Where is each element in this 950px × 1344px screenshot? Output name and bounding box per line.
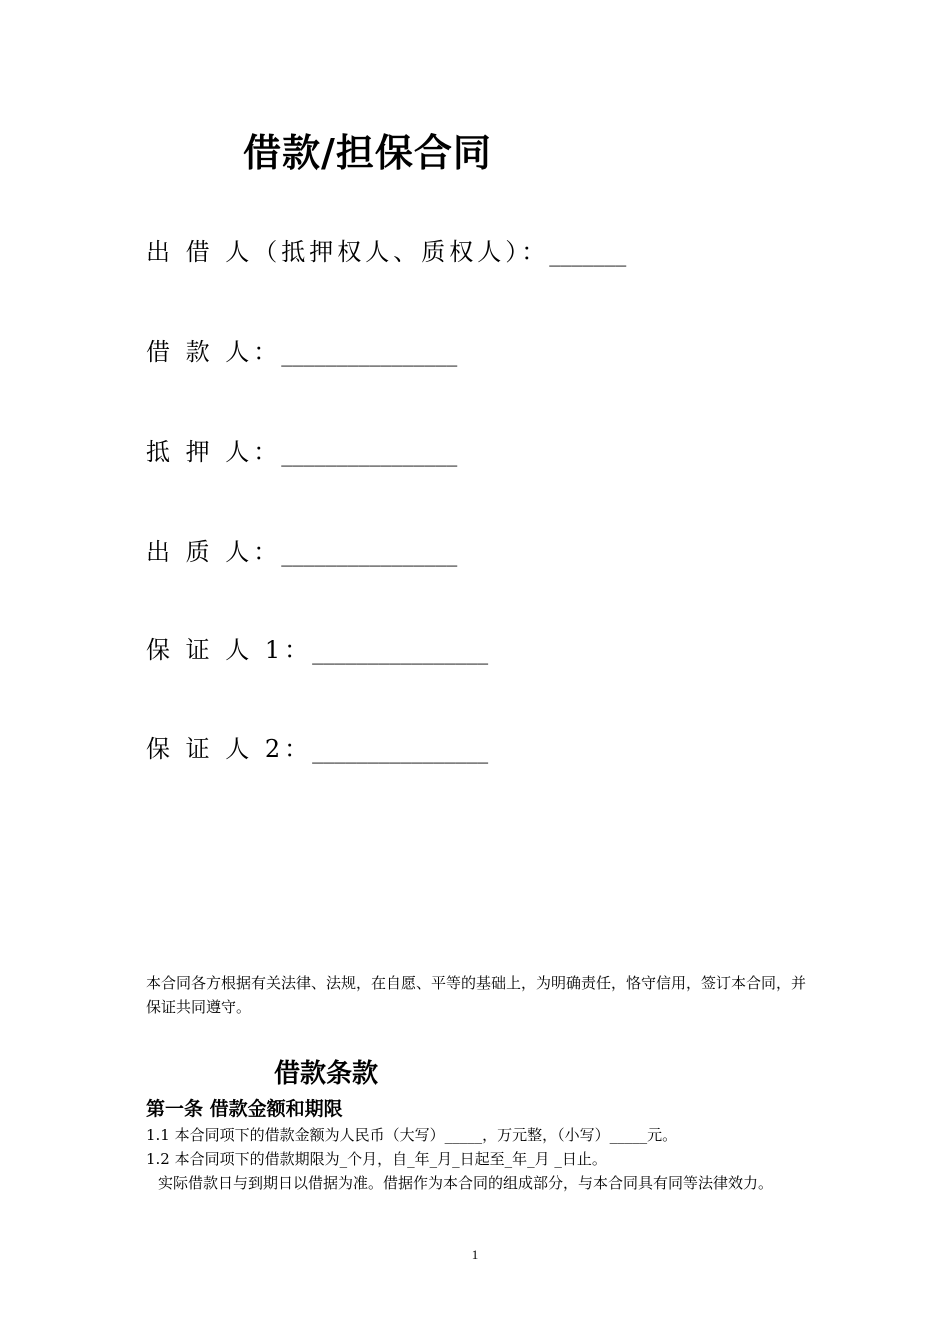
article-1-title: 第一条 借款金额和期限	[146, 1098, 343, 1120]
party-borrower-blank: ________________	[281, 342, 458, 367]
party-guarantor-1-blank: ________________	[312, 640, 489, 665]
clause-note: 实际借款日与到期日以借据为准。借据作为本合同的组成部分，与本合同具有同等法律效力。	[158, 1174, 774, 1192]
party-guarantor-2-blank: ________________	[312, 739, 489, 764]
party-pledgor-label: 出 质 人：	[146, 538, 282, 566]
clause-1-1: 1.1 本合同项下的借款金额为人民币（大写）_____，万元整，（小写）_____元。	[146, 1126, 678, 1144]
page-number: 1	[471, 1247, 479, 1262]
party-lender-blank: _______	[549, 242, 627, 267]
party-pledgor-blank: ________________	[281, 542, 458, 567]
preamble-paragraph: 本合同各方根据有关法律、法规，在自愿、平等的基础上，为明确责任，恪守信用，签订本合同，并保证共同遵守。	[146, 974, 807, 1016]
party-borrower	[146, 332, 457, 367]
document-title: 借款/担保合同	[243, 130, 492, 175]
party-mortgagor-blank: ________________	[281, 442, 458, 467]
party-guarantor-1-label: 保 证 人 1：	[146, 636, 313, 664]
party-mortgagor	[146, 432, 457, 467]
party-pledgor	[146, 532, 457, 567]
section-title: 借款条款	[274, 1059, 379, 1089]
party-mortgagor-label: 抵 押 人：	[146, 438, 282, 466]
party-lender-label: 出 借 人（抵押权人、质权人）：	[146, 238, 550, 266]
clause-1-2: 1.2 本合同项下的借款期限为_个月，自_年_月_日起至_年_月 _日止。	[146, 1150, 607, 1168]
party-guarantor-1	[146, 630, 488, 665]
party-guarantor-2-label: 保 证 人 2：	[146, 735, 313, 763]
party-lender	[146, 232, 626, 267]
party-borrower-label: 借 款 人：	[146, 338, 282, 366]
party-guarantor-2	[146, 729, 488, 764]
